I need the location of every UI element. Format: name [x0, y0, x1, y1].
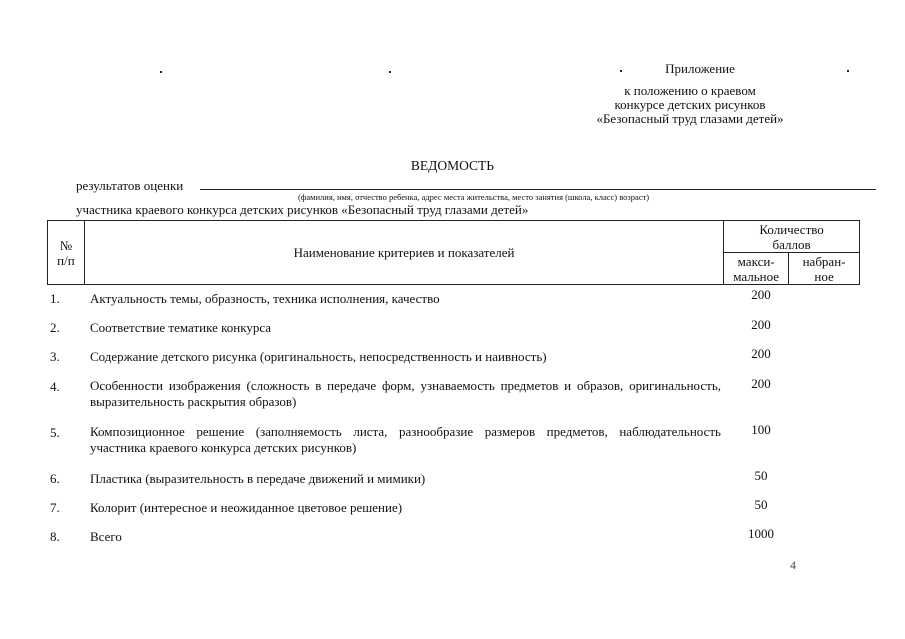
row-text: Пластика (выразительность в передаче движений и мимики)	[90, 471, 426, 486]
row-text: Композиционное решение (заполняемость листа, разнообразие размеров предметов, наблюдательность участника краевого конкурса детских рисунков)	[90, 424, 721, 455]
row-text: Колорит (интересное и неожиданное цветовое решение)	[90, 500, 403, 515]
row-number: 1.	[50, 291, 60, 306]
row-max: 200	[751, 317, 771, 332]
row-text: Соответствие тематике конкурса	[90, 320, 272, 335]
fill-in-caption: (фамилия, имя, отчество ребенка, адрес места жительства, место занятия (школа, класс) возраст)	[298, 192, 650, 202]
score-header-line: Количество	[759, 221, 824, 237]
num-header-line: п/п	[57, 252, 75, 268]
row-max: 200	[751, 376, 771, 391]
row-text: Актуальность темы, образность, техника исполнения, качество	[90, 291, 440, 306]
appendix-block	[560, 62, 820, 126]
row-max: 100	[751, 422, 771, 437]
num-header-cell	[48, 221, 85, 285]
page-title: ВЕДОМОСТЬ	[410, 158, 495, 173]
got-header-cell	[789, 253, 860, 285]
row-text: Содержание детского рисунка (оригинальность, непосредственность и наивность)	[90, 349, 547, 364]
appendix-head: Приложение	[665, 61, 735, 76]
row-number: 5.	[50, 425, 60, 440]
got-header-line: ное	[814, 268, 834, 284]
got-header-line: набран-	[802, 253, 846, 269]
criteria-table-header	[47, 220, 860, 285]
scan-dot	[389, 71, 391, 73]
page-mark: 4	[790, 558, 796, 572]
results-label: результатов оценки	[76, 178, 184, 193]
row-text: Всего	[90, 529, 122, 544]
appendix-line: к положению о краевом	[624, 83, 756, 98]
score-header-cell	[724, 221, 860, 253]
row-number: 7.	[50, 500, 60, 515]
row-number: 2.	[50, 320, 60, 335]
row-max: 200	[751, 287, 771, 302]
appendix-line: «Безопасный труд глазами детей»	[596, 111, 784, 126]
row-number: 4.	[50, 379, 60, 394]
row-max: 50	[754, 468, 768, 483]
name-header-cell: Наименование критериев и показателей	[84, 221, 723, 285]
participant-line: участника краевого конкурса детских рисунков «Безопасный труд глазами детей»	[76, 202, 529, 217]
max-header-cell	[724, 253, 789, 285]
row-text: Особенности изображения (сложность в передаче форм, узнаваемость предметов и образов, оригинальность, выразительность раскрытия образов)	[90, 378, 721, 409]
score-header-line: баллов	[772, 236, 811, 252]
max-header-line: макси-	[737, 253, 775, 269]
row-max: 200	[751, 346, 771, 361]
row-number: 6.	[50, 471, 60, 486]
max-header-line: мальное	[733, 268, 780, 284]
fill-in-line	[200, 189, 876, 190]
row-number: 3.	[50, 349, 60, 364]
row-number: 8.	[50, 529, 60, 544]
appendix-line: конкурсе детских рисунков	[614, 97, 766, 112]
scan-dot	[160, 71, 162, 73]
row-max: 1000	[748, 526, 774, 541]
scan-dot	[847, 70, 849, 72]
num-header-line: №	[59, 237, 73, 253]
row-max: 50	[754, 497, 768, 512]
